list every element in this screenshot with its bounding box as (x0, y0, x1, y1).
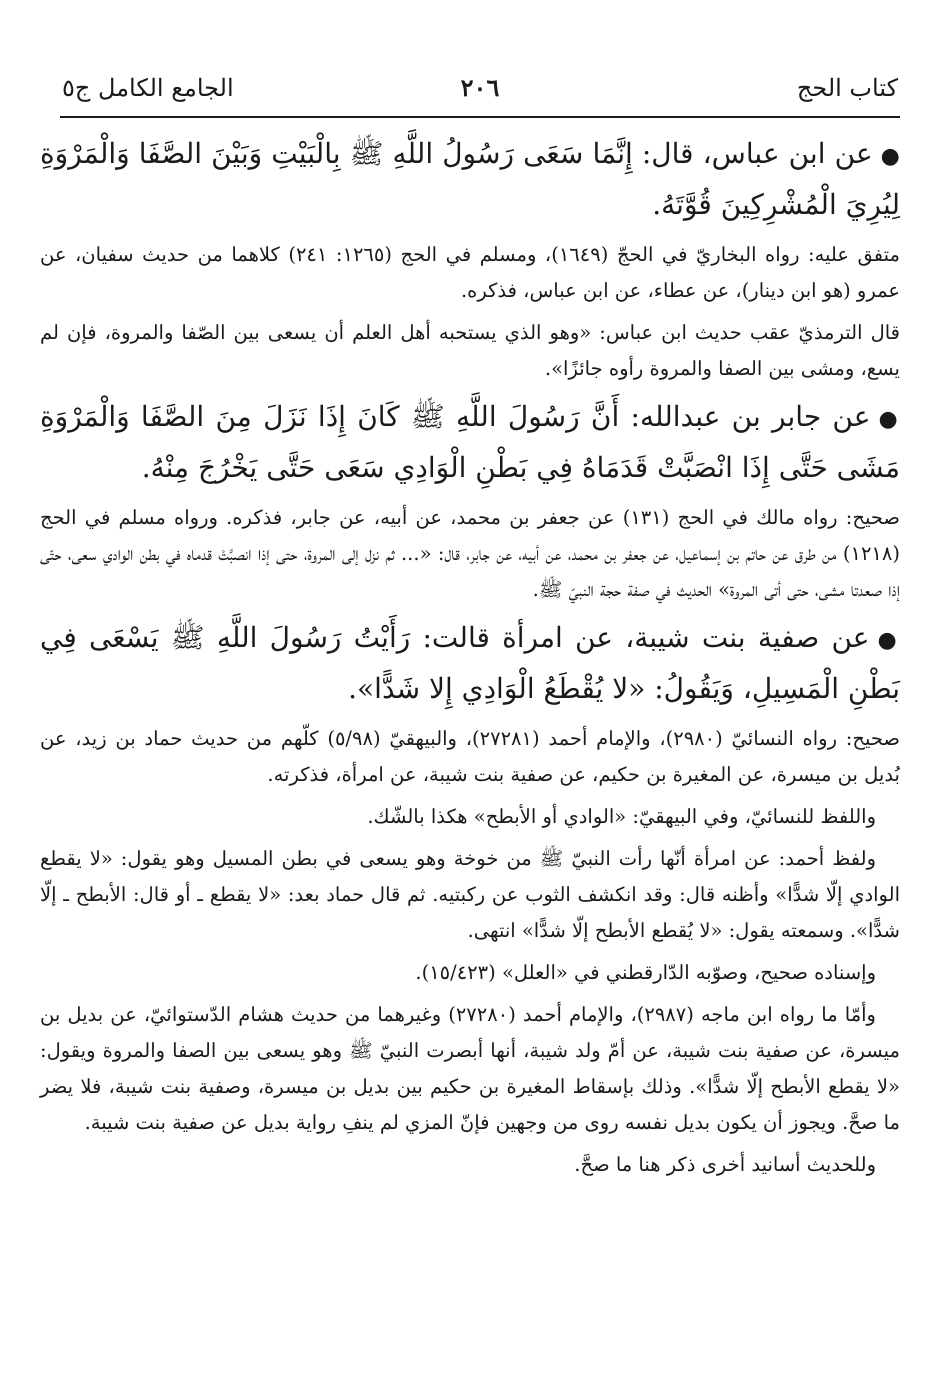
hadith-text: ●عن صفية بنت شيبة، عن امرأة قالت: رَأَيْتُ رَسُولَ اللَّهِ ﷺ يَسْعَى فِي بَطْنِ الْمَسِيلِ، وَيَقُولُ: «لا يُقْطَعُ الْوَادِي إِلا شَدًّا». (40, 621, 901, 705)
takhrij-note: قال الترمذيّ عقب حديث ابن عباس: «وهو الذي يستحبه أهل العلم أن يسعى بين الصّفا والمروة، فإن لم يسع، ومشى بين الصفا والمروة رأوه جائزًا». (40, 321, 900, 380)
takhrij-note: صحيح: رواه مالك في الحج (١٣١) عن جعفر بن محمد، عن أبيه، عن جابر، فذكره. ورواه مسلم في الحج (١٢١٨) من طرق عن حاتم بن إسماعيل، عن جعفر بن محمد، عن أبيه، عن جابر، قال: «... ثم نزل إلى المروة، حتى إذا انصبَّتْ قدماه في بطن الوادي سعى، حتّى إذا صعدتا مشى، حتى أتى المروة» الحديث في صفة حجة النبيّ ﷺ. (40, 506, 900, 601)
header-rule (60, 116, 900, 118)
page-body (40, 130, 900, 1189)
takhrij-note: ولفظ أحمد: عن امرأة أنّها رأت النبيّ ﷺ من خوخة وهو يسعى في بطن المسيل وهو يقول: «لا يقطع الوادي إلّا شدًّا» وأظنه قال: وقد انكشف الثوب عن ركبتيه. ثم قال حماد بعد: «لا يقطع ـ أو قال: الأبطح ـ إلّا شدًّا». وسمعته يقول: «لا يُقطع الأبطح إلّا شدًّا» انتهى. (40, 847, 900, 942)
bullet-icon: ● (880, 144, 901, 169)
takhrij-note: صحيح: رواه النسائيّ (٢٩٨٠)، والإمام أحمد (٢٧٢٨١)، والبيهقيّ (٥/٩٨) كلّهم من حديث حماد بن زيد، عن بُديل بن ميسرة، عن المغيرة بن حكيم، عن صفية بنت شيبة، عن امرأة، فذكرته. (40, 727, 900, 786)
book-volume-title: الجامع الكامل ج٥ (62, 74, 234, 102)
takhrij-note: واللفظ للنسائيّ، وفي البيهقيّ: «الوادي أو الأبطح» هكذا بالشّك. (367, 805, 876, 828)
takhrij-note: وأمّا ما رواه ابن ماجه (٢٩٨٧)، والإمام أحمد (٢٧٢٨٠) وغيرهما من حديث هشام الدّستوائيّ، عن بديل بن ميسرة، عن صفية بنت شيبة، عن أمّ ولد شيبة، أنها أبصرت النبيّ ﷺ وهو يسعى بين الصفا والمروة ويقول: «لا يقطع الأبطح إلّا شدًّا». وذلك بإسقاط المغيرة بن حكيم بين بديل بن ميسرة، وصفية بنت شيبة، فلا يضر ما صحَّ. ويجوز أن يكون بديل نفسه روى من وجهين فإنّ المزي لم ينفِ رواية بديل عن صفية بنت شيبة. (40, 1003, 900, 1134)
hadith-text: ●عن جابر بن عبدالله: أَنَّ رَسُولَ اللَّهِ ﷺ كَانَ إِذَا نَزَلَ مِنَ الصَّفَا وَالْمَرْوَةِ مَشَى حَتَّى إِذَا انْصَبَّتْ قَدَمَاهُ فِي بَطْنِ الْوَادِي سَعَى حَتَّى يَخْرُجَ مِنْهُ. (40, 400, 901, 484)
bullet-icon: ● (878, 407, 901, 432)
book-chapter-title: كتاب الحج (796, 74, 898, 102)
takhrij-note: متفق عليه: رواه البخاريّ في الحجّ (١٦٤٩)، ومسلم في الحج (١٢٦٥: ٢٤١) كلاهما من حديث سفيان، عن عمرو (هو ابن دينار)، عن عطاء، عن ابن عباس، فذكره. (40, 243, 900, 302)
takhrij-note: وإسناده صحيح، وصوّبه الدّارقطني في «العلل» (١٥/٤٢٣). (415, 961, 876, 984)
page-header (62, 66, 898, 110)
bullet-icon: ● (877, 628, 901, 653)
takhrij-note: وللحديث أسانيد أخرى ذكر هنا ما صحَّ. (574, 1153, 876, 1176)
page-number: ٢٠٦ (460, 73, 500, 102)
hadith-text: ●عن ابن عباس، قال: إِنَّمَا سَعَى رَسُولُ اللَّهِ ﷺ بِالْبَيْتِ وَبَيْنَ الصَّفَا وَالْمَرْوَةِ لِيُرِيَ الْمُشْرِكِينَ قُوَّتَهُ. (40, 137, 901, 221)
